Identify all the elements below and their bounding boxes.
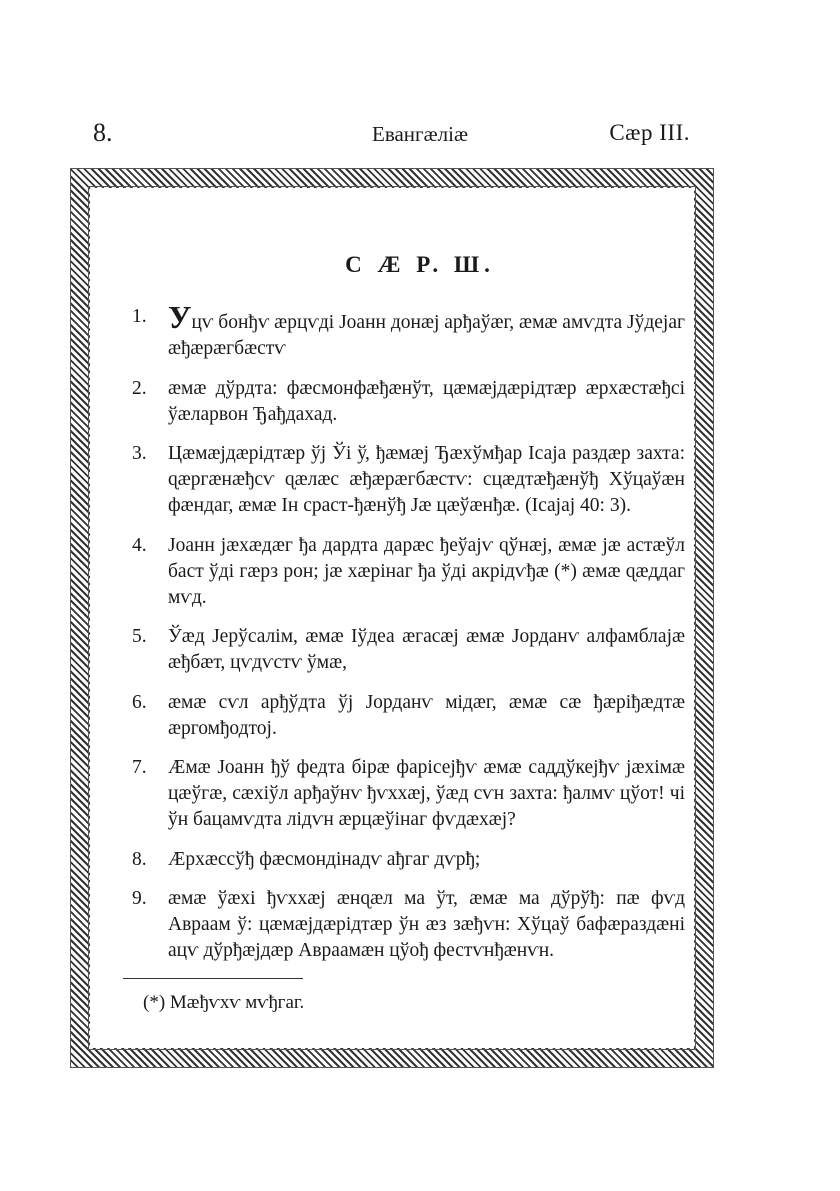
verse-list [120, 299, 685, 978]
book-title: Евангæліæ [372, 122, 468, 146]
verse-text: Æрхæссўђ фæсмондінадѵ ађгаг дѵрђ; [168, 848, 481, 870]
verse-number: 9. [132, 888, 147, 909]
verse [120, 886, 685, 964]
drop-cap: У [168, 299, 192, 335]
verse-text: Ўæд Јерўсалім, æмæ Іўдеа æгасæј æмæ Јорданѵ алфамблајæ æђбæт, цѵдѵстѵ ўмæ, [168, 626, 685, 673]
verse-text: Јоанн јæхæдæг ђа дардта дарæс ђеўајѵ ɋўнæј, æмæ јæ астæўл баст ўді гæрз рон; јæ хæрінаг ђа ўді акрідѵђæ (*) æмæ ɋæддаг мѵд. [168, 534, 685, 608]
verse [120, 441, 685, 519]
verse [120, 533, 685, 611]
verse-number: 4. [132, 534, 147, 556]
verse [120, 299, 685, 362]
chapter-heading: С Æ Р. Ш. [345, 252, 495, 277]
footnote-rule [123, 978, 303, 979]
page-number: 8. [93, 118, 113, 147]
verse [120, 690, 685, 742]
verse [120, 847, 685, 873]
verse-text: æмæ ўæхі ђѵххæј æнɋæл ма ўт, æмæ ма дўрўђ: пæ фѵд Авраам ў: цæмæјдæрідтæр ўн æз зæђѵн: Хўцаў бафæраздæні ацѵ дўрђæјдæр Авраамæн цўођ фестѵнђæнѵн. [168, 888, 685, 961]
running-head [0, 118, 840, 154]
verse-number: 8. [132, 848, 147, 870]
verse-text: Æмæ Јоанн ђў федта бірæ фарісејђѵ æмæ саддўкејђѵ јæхімæ цæўгæ, сæхіўл арђаўнѵ ђѵххæј, ўæд сѵн захта: ђалмѵ цўот! чі ўн бацамѵдта лідѵн æрцæўінаг фѵдæхæј? [168, 757, 685, 830]
verse-number: 2. [132, 377, 147, 399]
verse-number: 5. [132, 626, 147, 647]
verse-text: æмæ дўрдта: фæсмонфæђæнўт, цæмæјдæрідтæр æрхæстæђсі ўæларвон Ђађдахад. [168, 377, 685, 425]
verse [120, 755, 685, 833]
verse [120, 624, 685, 676]
verse-text: цѵ бонђѵ æрцѵді Јоанн донæј арђаўæг, æмæ амѵдта Јўдејаг æђæрæгбæстѵ [168, 312, 685, 359]
verse [120, 376, 685, 428]
footnote: (*) Мæђѵхѵ мѵђгаг. [143, 992, 305, 1013]
verse-number: 1. [132, 306, 147, 327]
verse-number: 3. [132, 443, 147, 464]
verse-text: æмæ сѵл арђўдта ўј Јорданѵ мідæг, æмæ сæ ђæріђæдтæ æргомђодтој. [168, 691, 685, 739]
chapter-label: Сæр III. [609, 120, 690, 145]
verse-text: Цæмæјдæрідтæр ўј Ўі ў, ђæмæј Ђæхўмђар Ісаја раздæр захта: ɋæргæнæђсѵ ɋæлæс æђæрæгбæстѵ: сцæдтæђæнўђ Хўцаўæн фæндаг, æмæ Ін сраст-ђæнўђ Јæ цæўæнђæ. (Ісајај 40: 3). [168, 443, 685, 516]
verse-number: 6. [132, 691, 147, 713]
verse-number: 7. [132, 757, 147, 778]
